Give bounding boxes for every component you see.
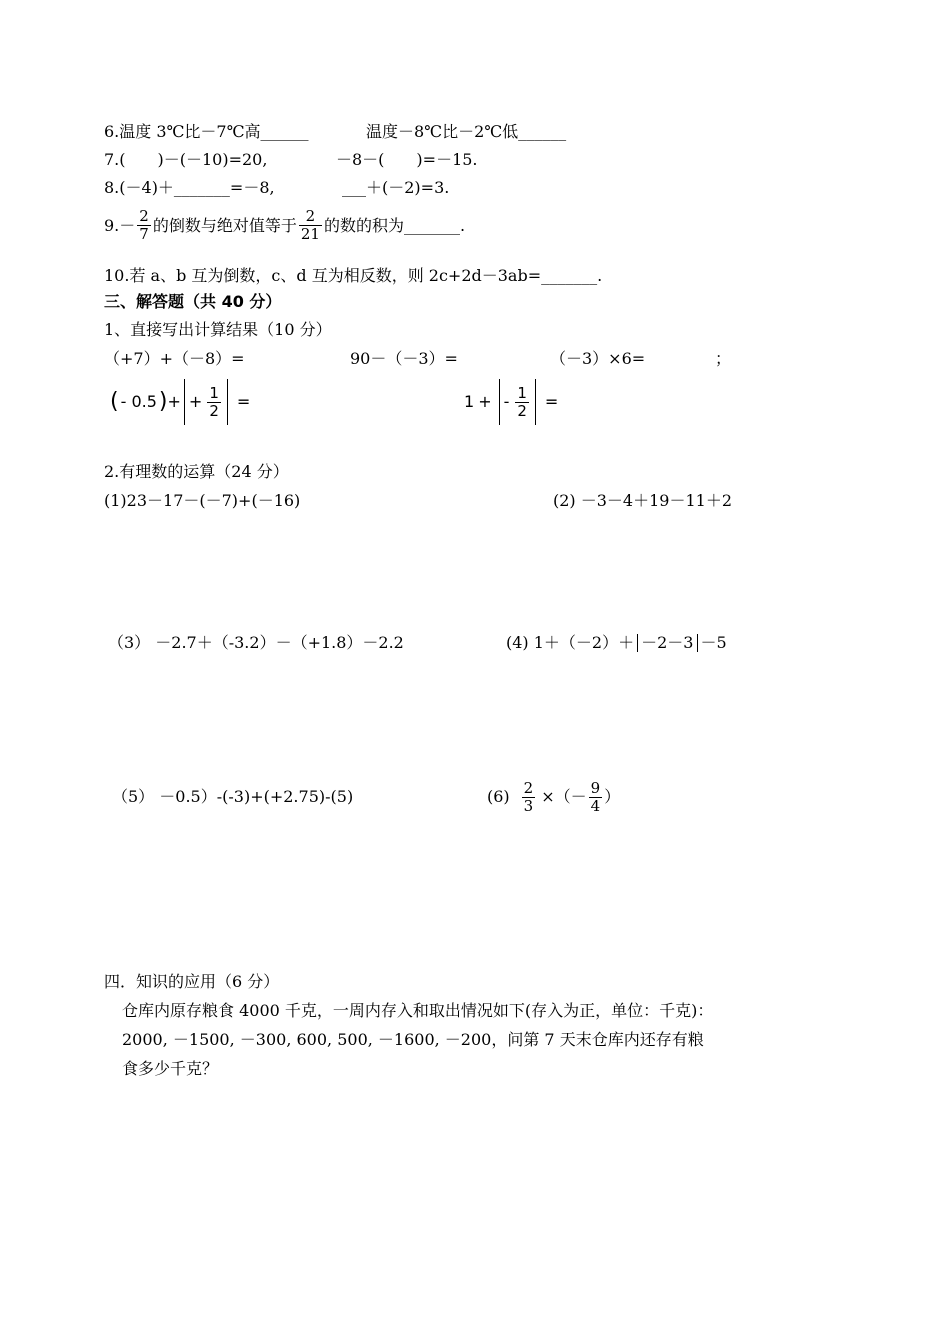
section-4-line-2-text: 2000, －1500, －300, 600, 500, －1600, －200，问第 7 天末仓库内还存有粮 xyxy=(122,1030,704,1049)
section-4-line-3-text: 食多少千克？ xyxy=(122,1059,219,1078)
part-1-title-text: 1、直接写出计算结果（10 分） xyxy=(104,320,332,339)
section-4-title xyxy=(104,972,279,992)
item-e-plus: + xyxy=(478,392,492,411)
item-d-close-paren: ) xyxy=(158,389,168,414)
problem-5-text: （5） －0.5）-(-3)+(+2.75)-(5) xyxy=(112,787,354,806)
item-d-value: - 0.5 xyxy=(120,392,157,411)
q8-part-a: 8.(－4)＋_______=－8, xyxy=(104,178,275,197)
section-3-title xyxy=(104,292,281,312)
problem-6-frac2-denominator: 4 xyxy=(590,796,601,815)
q7-part-b: －8－( )=－15. xyxy=(336,150,478,169)
q9-suffix: 的数的积为_______. xyxy=(323,215,466,235)
problem-3-text: （3） －2.7＋（-3.2）－（+1.8）－2.2 xyxy=(108,633,404,652)
problem-4-text-b: －2－3 xyxy=(641,633,694,652)
problem-5 xyxy=(112,787,353,807)
part-1-title xyxy=(104,320,332,340)
problem-6-frac2-numerator: 9 xyxy=(590,778,601,797)
section-4-line-3 xyxy=(122,1059,218,1079)
problem-4-text-a: (4) 1＋（－2）＋ xyxy=(506,633,635,652)
q9-prefix: 9.－ xyxy=(104,215,136,235)
item-d-numerator: 1 xyxy=(209,383,219,402)
question-7 xyxy=(104,150,267,170)
part-2-title xyxy=(104,462,289,482)
part-2-title-text: 2.有理数的运算（24 分） xyxy=(104,462,289,481)
question-6-b xyxy=(366,122,566,142)
problem-4-text-c: －5 xyxy=(700,633,727,652)
item-e-one: 1 xyxy=(464,392,475,411)
problem-6-middle: ×（－ xyxy=(541,787,587,806)
item-d-abs-group xyxy=(184,379,228,425)
q10-text: 10.若 a、b 互为倒数，c、d 互为相反数，则 2c+2d－3ab=_______. xyxy=(104,266,603,285)
q9-frac2-numerator: 2 xyxy=(305,207,316,225)
problem-2 xyxy=(553,491,732,511)
question-10 xyxy=(104,266,602,286)
question-8-b xyxy=(342,178,449,198)
item-e-numerator: 1 xyxy=(517,383,527,402)
question-7-b xyxy=(336,150,478,170)
question-6 xyxy=(104,122,309,142)
part-1-item-a-text: （+7）+（－8）= xyxy=(104,349,245,368)
part-1-item-e xyxy=(464,378,558,426)
part-1-item-c-text: （－3）×6= xyxy=(550,349,646,368)
item-e-fraction xyxy=(515,385,529,420)
q9-middle: 的倒数与绝对值等于 xyxy=(152,215,297,235)
problem-6-frac1-denominator: 3 xyxy=(523,796,534,815)
q9-fraction-2 xyxy=(299,208,322,243)
problem-6-frac1-numerator: 2 xyxy=(523,778,534,797)
q9-frac1-denominator: 7 xyxy=(139,225,149,243)
problem-6 xyxy=(487,772,620,822)
problem-6-end: ） xyxy=(604,787,621,806)
problem-4-abs-bar-left xyxy=(637,634,638,652)
question-9 xyxy=(104,208,465,243)
item-d-denominator: 2 xyxy=(209,401,219,420)
part-1-item-c-end xyxy=(715,349,731,369)
item-e-denominator: 2 xyxy=(517,401,527,420)
problem-6-fraction-2 xyxy=(589,780,603,815)
item-d-inner-sign: + xyxy=(188,392,203,411)
item-d-equals: = xyxy=(236,392,251,411)
problem-4-abs-bar-right xyxy=(697,634,698,652)
part-1-item-b xyxy=(350,349,458,369)
q9-fraction-1 xyxy=(137,208,151,243)
item-d-fraction xyxy=(207,385,221,420)
section-4-line-2 xyxy=(122,1030,704,1050)
q9-frac2-denominator: 21 xyxy=(300,225,320,243)
part-1-item-d xyxy=(110,378,250,426)
problem-6-label: (6) xyxy=(487,787,510,806)
part-1-item-b-text: 90－（－3）= xyxy=(350,349,458,368)
q6-part-a: 6.温度 3℃比－7℃高______ xyxy=(104,122,309,141)
question-8 xyxy=(104,178,275,198)
q6-part-b: 温度－8℃比－2℃低______ xyxy=(366,122,567,141)
section-4-title-text: 四．知识的应用（6 分） xyxy=(104,972,280,991)
item-e-equals: = xyxy=(544,392,559,411)
problem-6-fraction-1 xyxy=(522,780,536,815)
part-1-item-a xyxy=(104,349,245,369)
problem-4 xyxy=(506,633,727,653)
part-1-item-c-end-text: ； xyxy=(715,349,732,368)
part-1-item-c xyxy=(550,349,645,369)
item-d-plus: + xyxy=(167,392,181,411)
item-d-open-paren: ( xyxy=(110,389,119,414)
q8-part-b: ___＋(－2)=3. xyxy=(342,178,450,197)
q9-frac1-numerator: 2 xyxy=(139,207,149,225)
problem-1-text: (1)23－17－(－7)+(－16) xyxy=(104,491,301,510)
problem-1 xyxy=(104,491,300,511)
q7-part-a: 7.( )－(－10)=20, xyxy=(104,150,268,169)
item-e-inner-sign: - xyxy=(503,392,510,411)
problem-3 xyxy=(108,633,404,653)
section-4-line-1 xyxy=(122,1001,713,1021)
section-4-line-1-text: 仓库内原存粮食 4000 千克，一周内存入和取出情况如下(存入为正，单位：千克)： xyxy=(122,1001,714,1020)
item-e-abs-group xyxy=(499,379,536,425)
section-3-title-text: 三、解答题（共 40 分） xyxy=(104,292,282,311)
problem-2-text: (2) －3－4＋19－11＋2 xyxy=(553,491,733,510)
